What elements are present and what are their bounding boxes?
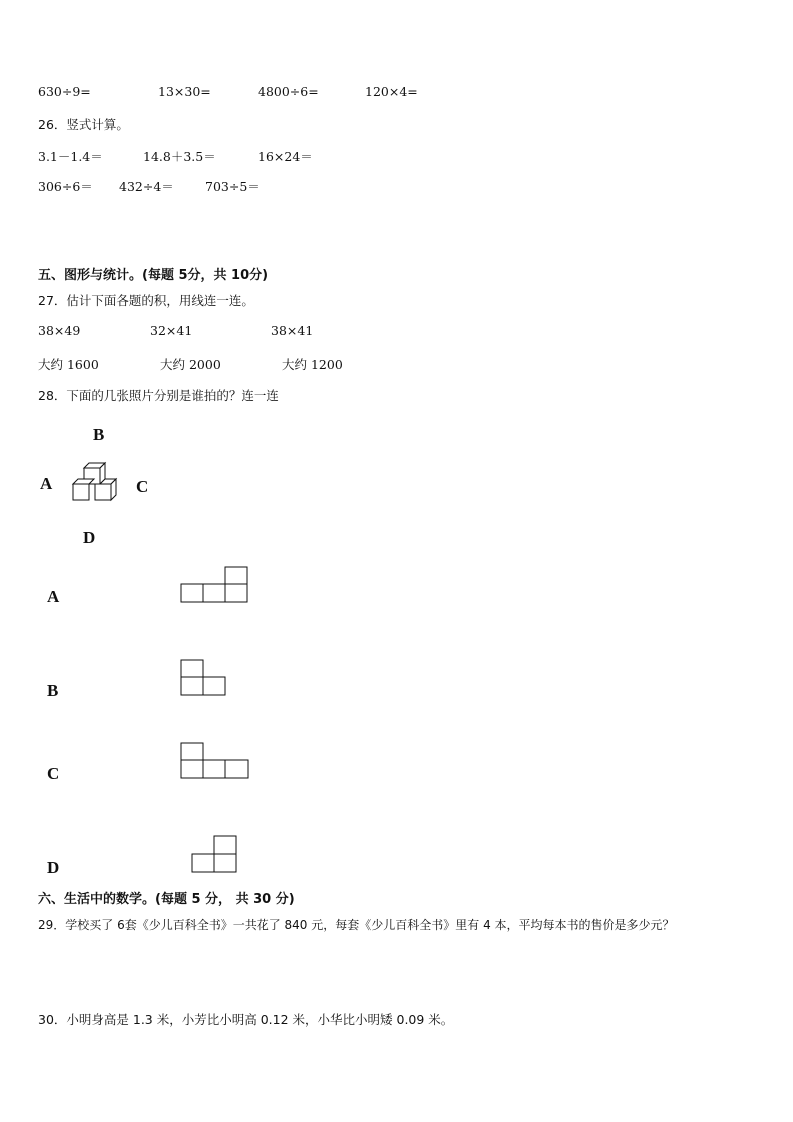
expr-4800-div-6: 4800÷6= xyxy=(258,84,319,99)
photo-b-grid xyxy=(180,659,230,697)
product-3: 38×41 xyxy=(271,323,314,338)
expr-26-1: 3.1－1.4＝ xyxy=(38,149,103,164)
viewer-label-right: C xyxy=(136,477,149,496)
photo-label-a: A xyxy=(47,587,60,606)
estimate-2: 大约 2000 xyxy=(160,357,221,372)
product-1: 38×49 xyxy=(38,323,81,338)
estimate-1: 大约 1600 xyxy=(38,357,99,372)
section-6-title: 六、生活中的数学。(每题 5 分， 共 30 分) xyxy=(38,892,295,907)
question-27-title: 27．估计下面各题的积，用线连一连。 xyxy=(38,293,254,308)
expr-26-3: 16×24＝ xyxy=(258,149,313,164)
expr-13-times-30: 13×30= xyxy=(158,84,211,99)
expr-120-times-4: 120×4= xyxy=(365,84,418,99)
question-29: 29．学校买了 6套《少儿百科全书》一共花了 840 元，每套《少儿百科全书》里有 4 本，平均每本书的售价是多少元？ xyxy=(38,918,675,932)
expr-26-5: 432÷4＝ xyxy=(119,179,174,194)
question-26-title: 26．竖式计算。 xyxy=(38,117,129,132)
question-28-title: 28．下面的几张照片分别是谁拍的？连一连 xyxy=(38,388,279,403)
section-5-title: 五、图形与统计。(每题 5分，共 10分) xyxy=(38,268,269,283)
photo-d-grid xyxy=(191,835,241,875)
photo-label-b: B xyxy=(47,681,59,700)
expr-26-4: 306÷6＝ xyxy=(38,179,93,194)
expr-26-2: 14.8＋3.5＝ xyxy=(143,149,216,164)
expr-630-div-9: 630÷9= xyxy=(38,84,91,99)
viewer-label-left: A xyxy=(40,474,53,493)
estimate-3: 大约 1200 xyxy=(282,357,343,372)
viewer-label-top: B xyxy=(93,425,105,444)
photo-a-grid xyxy=(180,566,250,604)
photo-label-d: D xyxy=(47,858,60,877)
viewer-label-bottom: D xyxy=(83,528,96,547)
photo-label-c: C xyxy=(47,764,60,783)
cube-stack-figure xyxy=(70,460,122,514)
product-2: 32×41 xyxy=(150,323,193,338)
photo-c-grid xyxy=(180,742,252,780)
question-30: 30．小明身高是 1.3 米，小芳比小明高 0.12 米，小华比小明矮 0.09 米。 xyxy=(38,1012,454,1027)
expr-26-6: 703÷5＝ xyxy=(205,179,260,194)
